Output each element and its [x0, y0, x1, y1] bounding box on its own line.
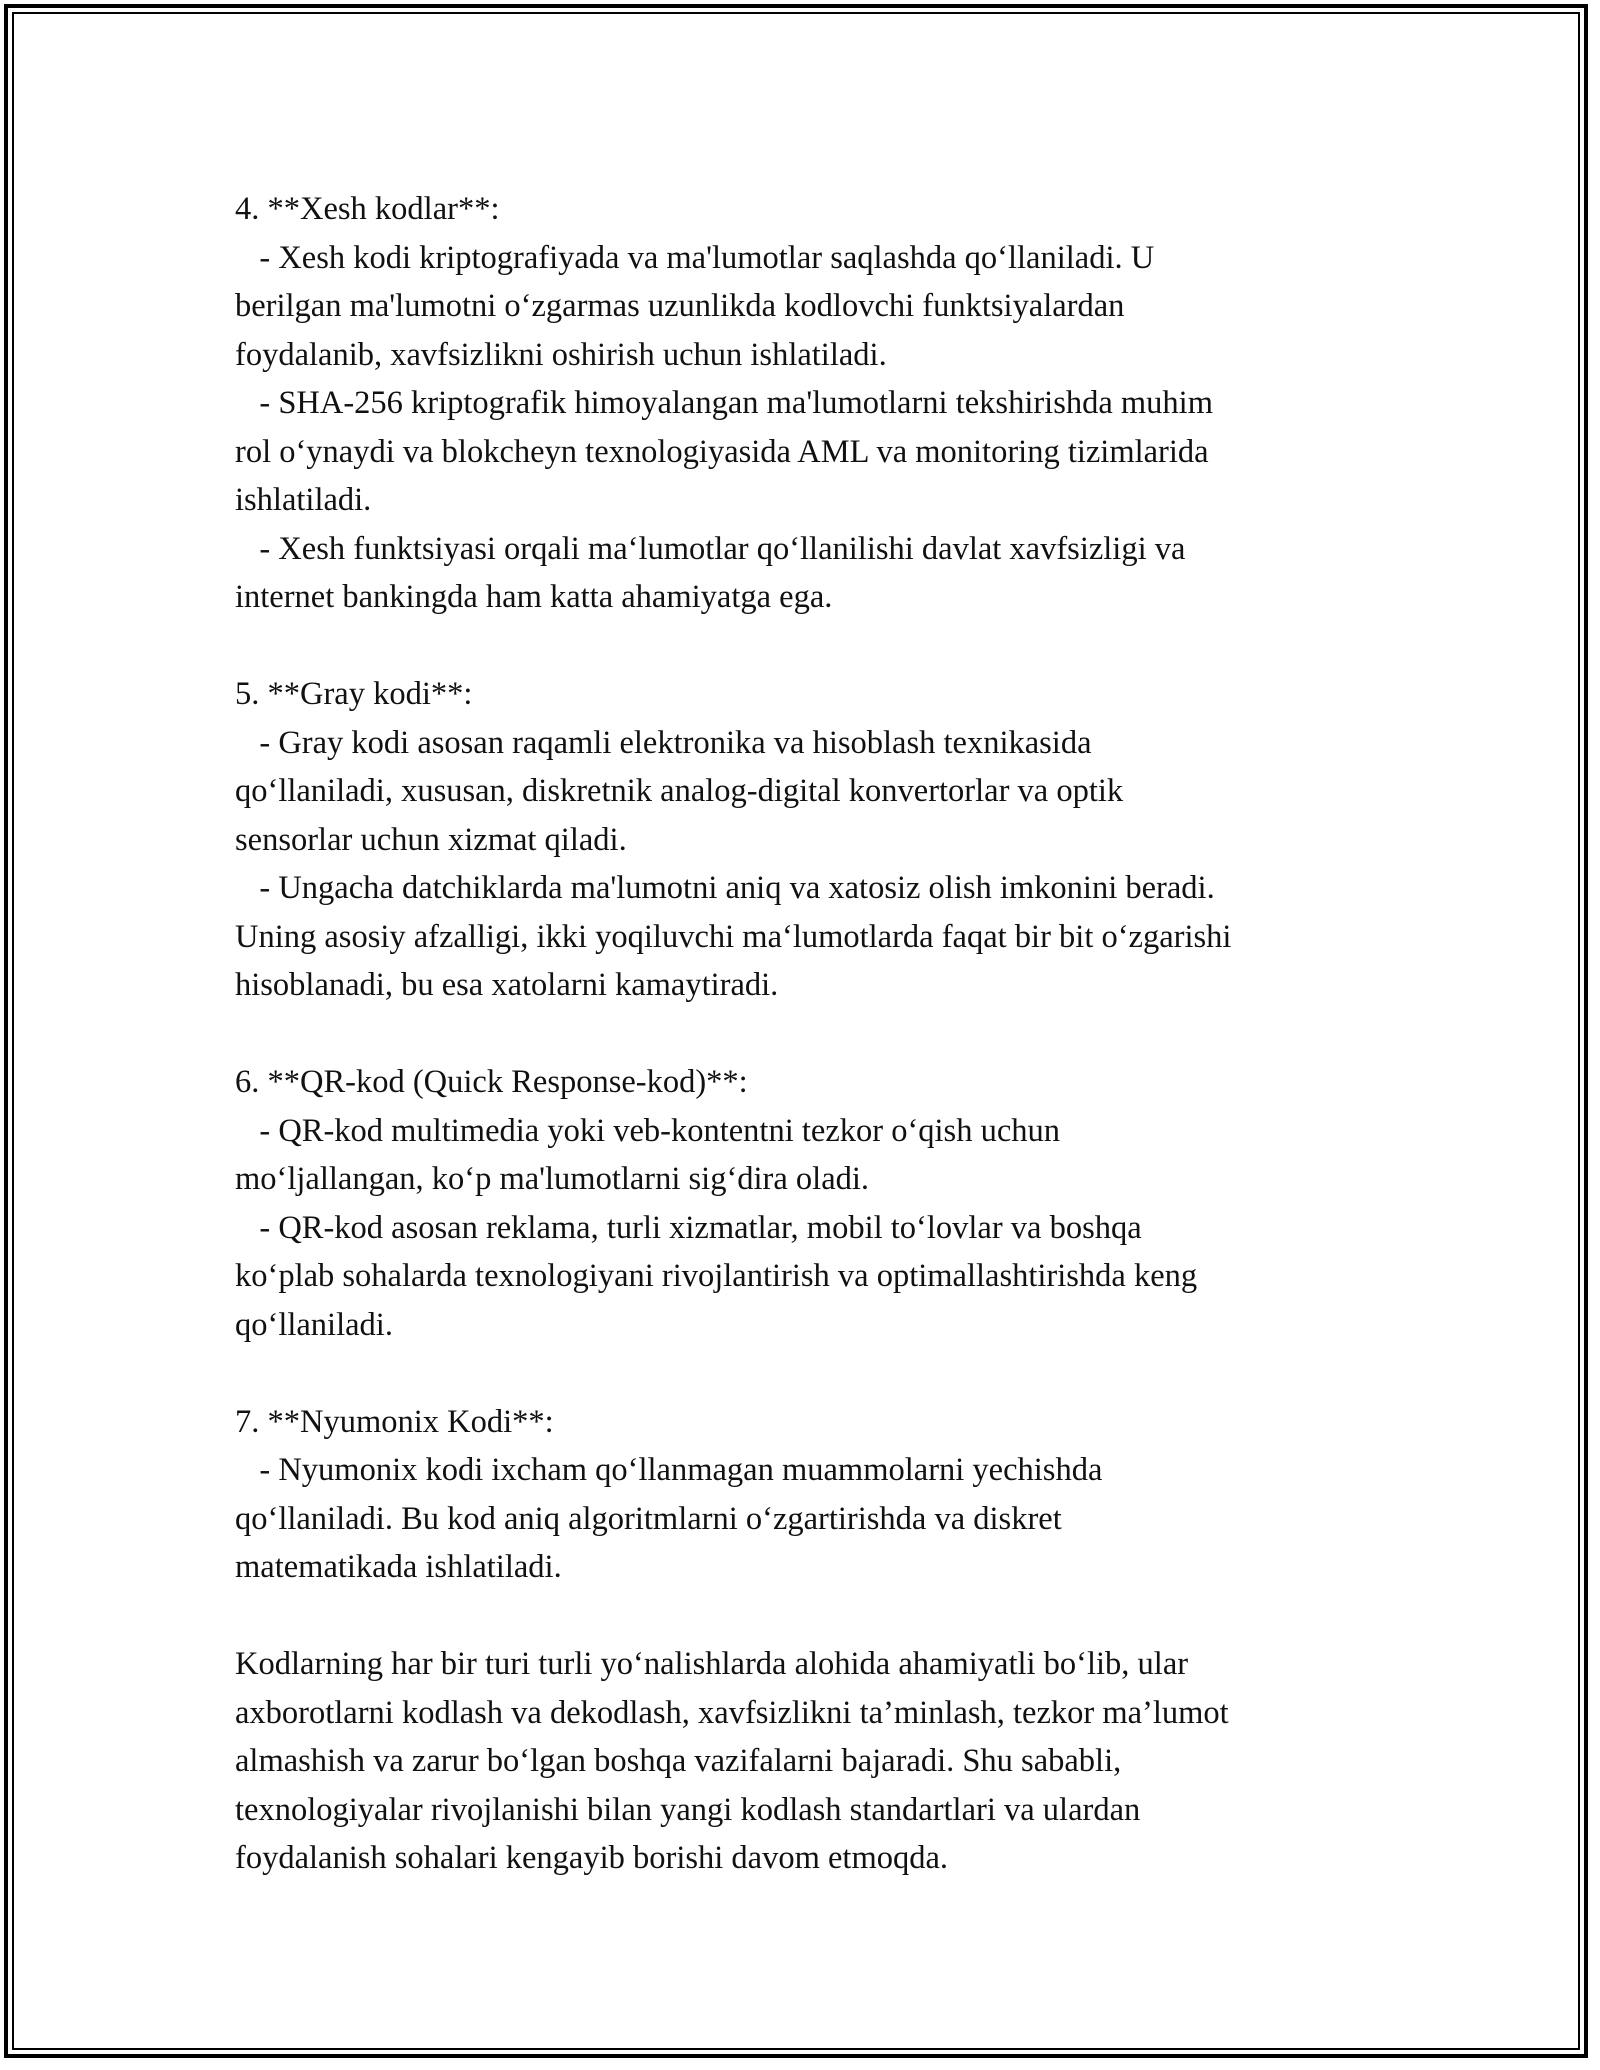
text-line: qo‘llaniladi. Bu kod aniq algoritmlarni o‘zgartirishda va diskret [235, 1500, 1062, 1537]
text-line: matematikada ishlatiladi. [235, 1549, 562, 1585]
paragraph-gap [235, 1349, 1395, 1398]
section-gray-kodi [235, 670, 1395, 1010]
text-line: - QR-kod multimedia yoki veb-kontentni tezkor o‘qish uchun [235, 1112, 1060, 1149]
text-line: berilgan ma'lumotni o‘zgarmas uzunlikda kodlovchi funktsiyalardan [235, 288, 1125, 324]
text-line: ishlatiladi. [235, 482, 372, 518]
section-heading: 4. **Xesh kodlar**: [235, 191, 500, 227]
paragraph-gap [235, 622, 1395, 671]
text-line: texnologiyalar rivojlanishi bilan yangi kodlash standartlari va ulardan [235, 1791, 1141, 1828]
section-xesh-kodlar [235, 185, 1395, 622]
section-heading: 7. **Nyumonix Kodi**: [235, 1403, 554, 1440]
section-qr-kod [235, 1058, 1395, 1349]
text-line: - Xesh funktsiyasi orqali ma‘lumotlar qo‘llanilishi davlat xavfsizligi va [235, 530, 1186, 567]
section-nyumonix-kodi [235, 1398, 1395, 1592]
text-line: rol o‘ynaydi va blokcheyn texnologiyasida AML va monitoring tizimlarida [235, 433, 1209, 470]
text-line: qo‘llaniladi. [235, 1306, 393, 1343]
text-line: Uning asosiy afzalligi, ikki yoqiluvchi ma‘lumotlarda faqat bir bit o‘zgarishi [235, 918, 1232, 955]
section-heading: 5. **Gray kodi**: [235, 676, 473, 712]
text-line: internet bankingda ham katta ahamiyatga ega. [235, 579, 833, 615]
text-line: - QR-kod asosan reklama, turli xizmatlar, mobil to‘lovlar va boshqa [235, 1209, 1142, 1246]
text-line: - Xesh kodi kriptografiyada va ma'lumotlar saqlashda qo‘llaniladi. U [235, 239, 1155, 276]
conclusion-paragraph [235, 1640, 1395, 1883]
text-line: - SHA-256 kriptografik himoyalangan ma'lumotlarni tekshirishda muhim [235, 385, 1213, 421]
paragraph-gap [235, 1592, 1395, 1641]
text-line: almashish va zarur bo‘lgan boshqa vazifalarni bajaradi. Shu sababli, [235, 1743, 1122, 1779]
text-line: Kodlarning har bir turi turli yo‘nalishlarda alohida ahamiyatli bo‘lib, ular [235, 1646, 1189, 1682]
text-line: ko‘plab sohalarda texnologiyani rivojlantirish va optimallashtirishda keng [235, 1258, 1198, 1294]
text-line: - Nyumonix kodi ixcham qo‘llanmagan muammolarni yechishda [235, 1452, 1103, 1488]
text-line: mo‘ljallangan, ko‘p ma'lumotlarni sig‘dira oladi. [235, 1161, 870, 1197]
text-line: foydalanish sohalari kengayib borishi davom etmoqda. [235, 1840, 949, 1876]
paragraph-gap [235, 1010, 1395, 1059]
text-line: qo‘llaniladi, xususan, diskretnik analog-digital konvertorlar va optik [235, 773, 1124, 809]
text-line: - Ungacha datchiklarda ma'lumotni aniq va xatosiz olish imkonini beradi. [235, 870, 1215, 906]
text-line: - Gray kodi asosan raqamli elektronika va hisoblash texnikasida [235, 724, 1092, 761]
text-line: hisoblanadi, bu esa xatolarni kamaytiradi. [235, 967, 779, 1003]
section-heading: 6. **QR-kod (Quick Response-kod)**: [235, 1064, 748, 1100]
text-line: foydalanib, xavfsizlikni oshirish uchun ishlatiladi. [235, 336, 887, 373]
document-body [235, 185, 1395, 1883]
text-line: sensorlar uchun xizmat qiladi. [235, 821, 627, 858]
text-line: axborotlarni kodlash va dekodlash, xavfsizlikni ta’minlash, tezkor ma’lumot [235, 1694, 1229, 1731]
